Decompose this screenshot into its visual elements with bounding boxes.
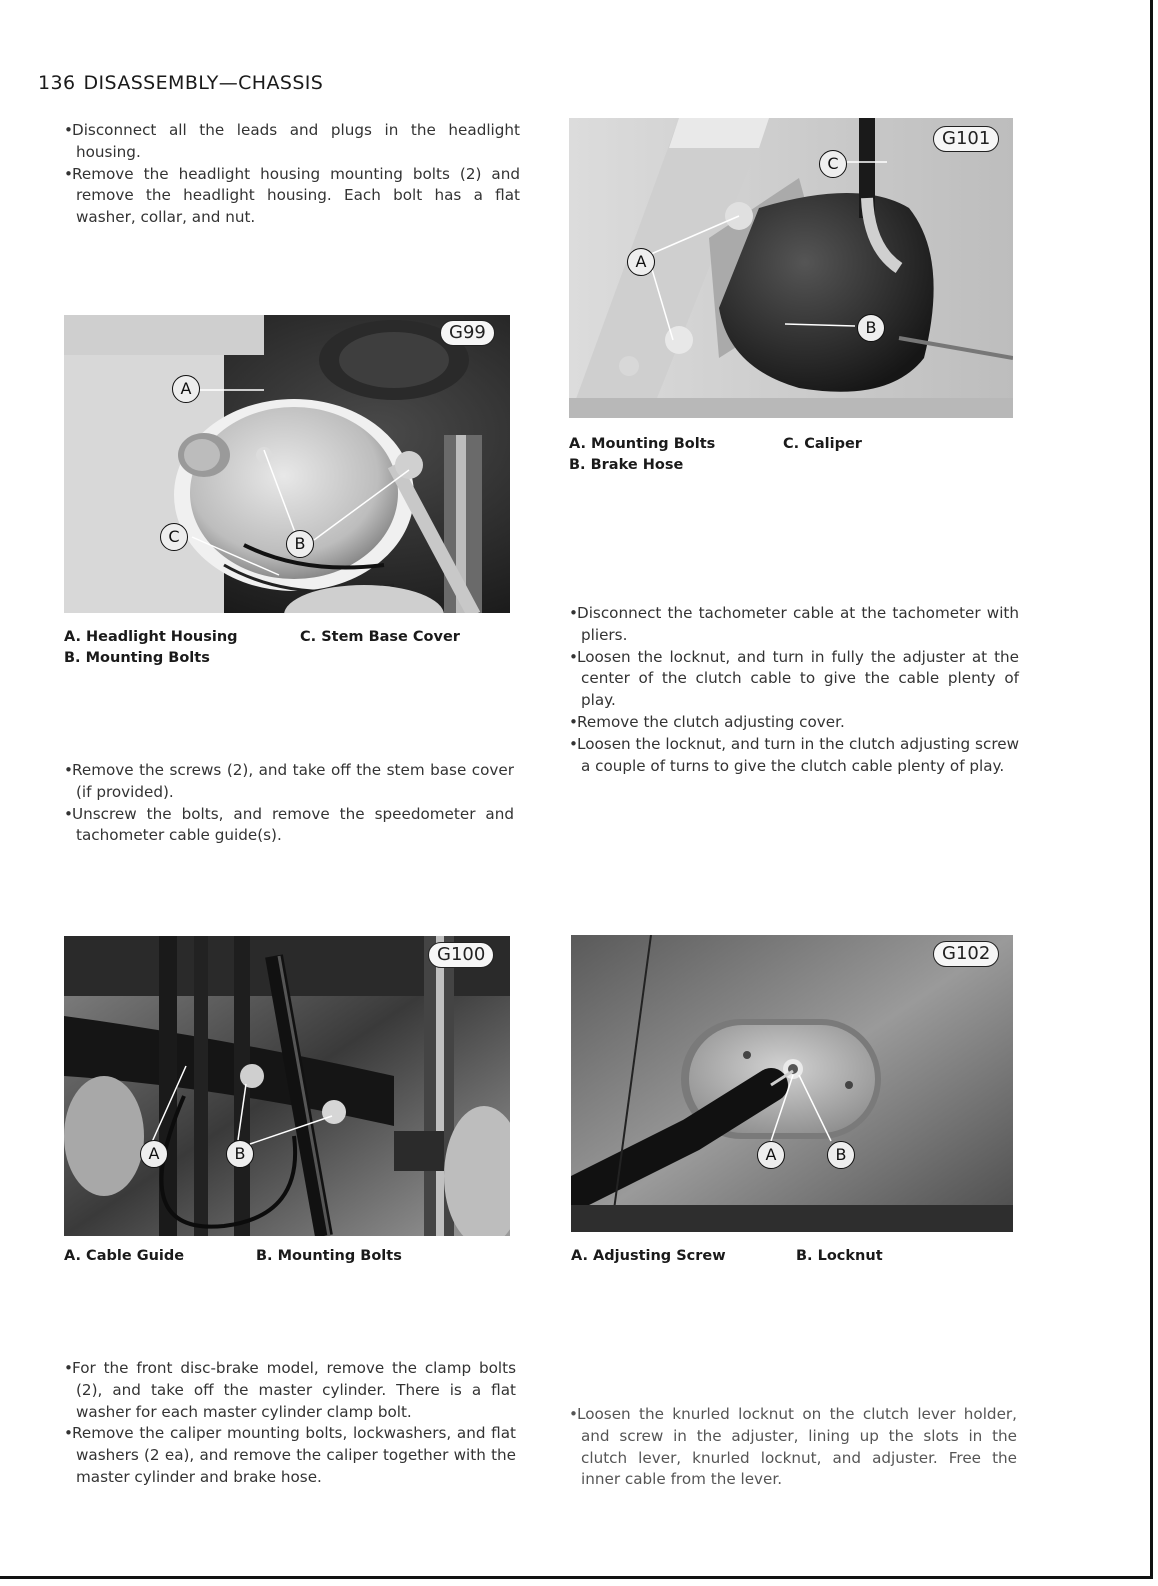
caption-a: A. Adjusting Screw [571,1248,726,1264]
figure-badge: G100 [428,942,494,968]
bullet: • [64,164,73,183]
caption-b: B. Mounting Bolts [64,650,210,666]
figure-caption-g99 [64,627,460,669]
instruction-item: •Loosen the knurled locknut on the clutch lever holder, and screw in the adjuster, lining up the slots in the clutch lever, knurled locknut, and adjuster. Free the inner cable from the lever. [569,1405,1017,1489]
text-block-brake [64,1358,516,1489]
callout-a: A [627,248,655,276]
bullet: • [569,712,578,731]
callout-b: B [827,1141,855,1169]
caption-a: A. Mounting Bolts [569,436,716,452]
instruction-item: •Disconnect all the leads and plugs in the headlight housing. [64,121,520,161]
page-number: 136 [38,72,76,94]
callout-a: A [172,375,200,403]
text-block-stem [64,760,514,847]
page-border-right [1150,0,1153,1578]
photo-cable-guide [64,936,510,1236]
bullet: • [64,1424,73,1443]
instruction-item: •Loosen the locknut, and turn in fully the adjuster at the center of the clutch cable to give the cable plenty of play. [569,647,1019,710]
bullet: • [64,804,73,823]
photo-caliper [569,118,1013,418]
caption-a: A. Headlight Housing [64,629,238,645]
figure-caption-g102 [571,1246,883,1267]
caption-c: C. Stem Base Cover [300,629,460,645]
bullet: • [569,604,578,622]
callout-c: C [819,150,847,178]
instruction-item: •For the front disc-brake model, remove the clamp bolts (2), and take off the master cylinder. There is a flat washer for each master cylinder clamp bolt. [64,1359,516,1421]
caption-b: B. Mounting Bolts [256,1248,402,1264]
bullet: • [569,734,578,753]
page-header [38,72,323,94]
bullet: • [569,647,578,666]
callout-b: B [286,530,314,558]
page-title: DISASSEMBLY—CHASSIS [83,72,324,94]
page-border-bottom [0,1576,1153,1579]
callout-a: A [757,1141,785,1169]
text-block-tach [569,603,1019,777]
instruction-item: •Remove the caliper mounting bolts, lockwashers, and flat washers (2 ea), and remove the caliper together with the master cylinder and brake hose. [64,1424,516,1486]
instruction-item: •Remove the headlight housing mounting bolts (2) and remove the headlight housing. Each bolt has a flat washer, collar, and nut. [64,164,520,227]
callout-b: B [857,314,885,342]
figure-badge: G102 [933,941,999,967]
photo-headlight-housing [64,315,510,613]
callout-b: B [226,1140,254,1168]
figure-caption-g100 [64,1246,402,1267]
caption-c: C. Caliper [783,436,862,452]
figure-badge: G99 [440,320,495,346]
instruction-item: •Unscrew the bolts, and remove the speedometer and tachometer cable guide(s). [64,804,514,845]
callout-c: C [160,523,188,551]
bullet: • [64,121,73,139]
instruction-item: •Remove the clutch adjusting cover. [569,712,1019,734]
bullet: • [64,1359,73,1377]
text-block-lever [569,1404,1017,1491]
instruction-item: •Remove the screws (2), and take off the stem base cover (if provided). [64,761,514,801]
callout-a: A [140,1140,168,1168]
figure-badge: G101 [933,126,999,152]
caption-a: A. Cable Guide [64,1248,185,1264]
figure-caption-g101 [569,434,862,476]
bullet: • [569,1405,578,1423]
bullet: • [64,761,73,779]
caption-b: B. Brake Hose [569,457,684,473]
instruction-item: •Disconnect the tachometer cable at the tachometer with pliers. [569,604,1019,644]
instruction-item: •Loosen the locknut, and turn in the clutch adjusting screw a couple of turns to give the clutch cable plenty of play. [569,734,1019,775]
caption-b: B. Locknut [796,1248,883,1264]
text-block-headlight [64,120,520,229]
photo-clutch-adjuster [571,935,1013,1232]
